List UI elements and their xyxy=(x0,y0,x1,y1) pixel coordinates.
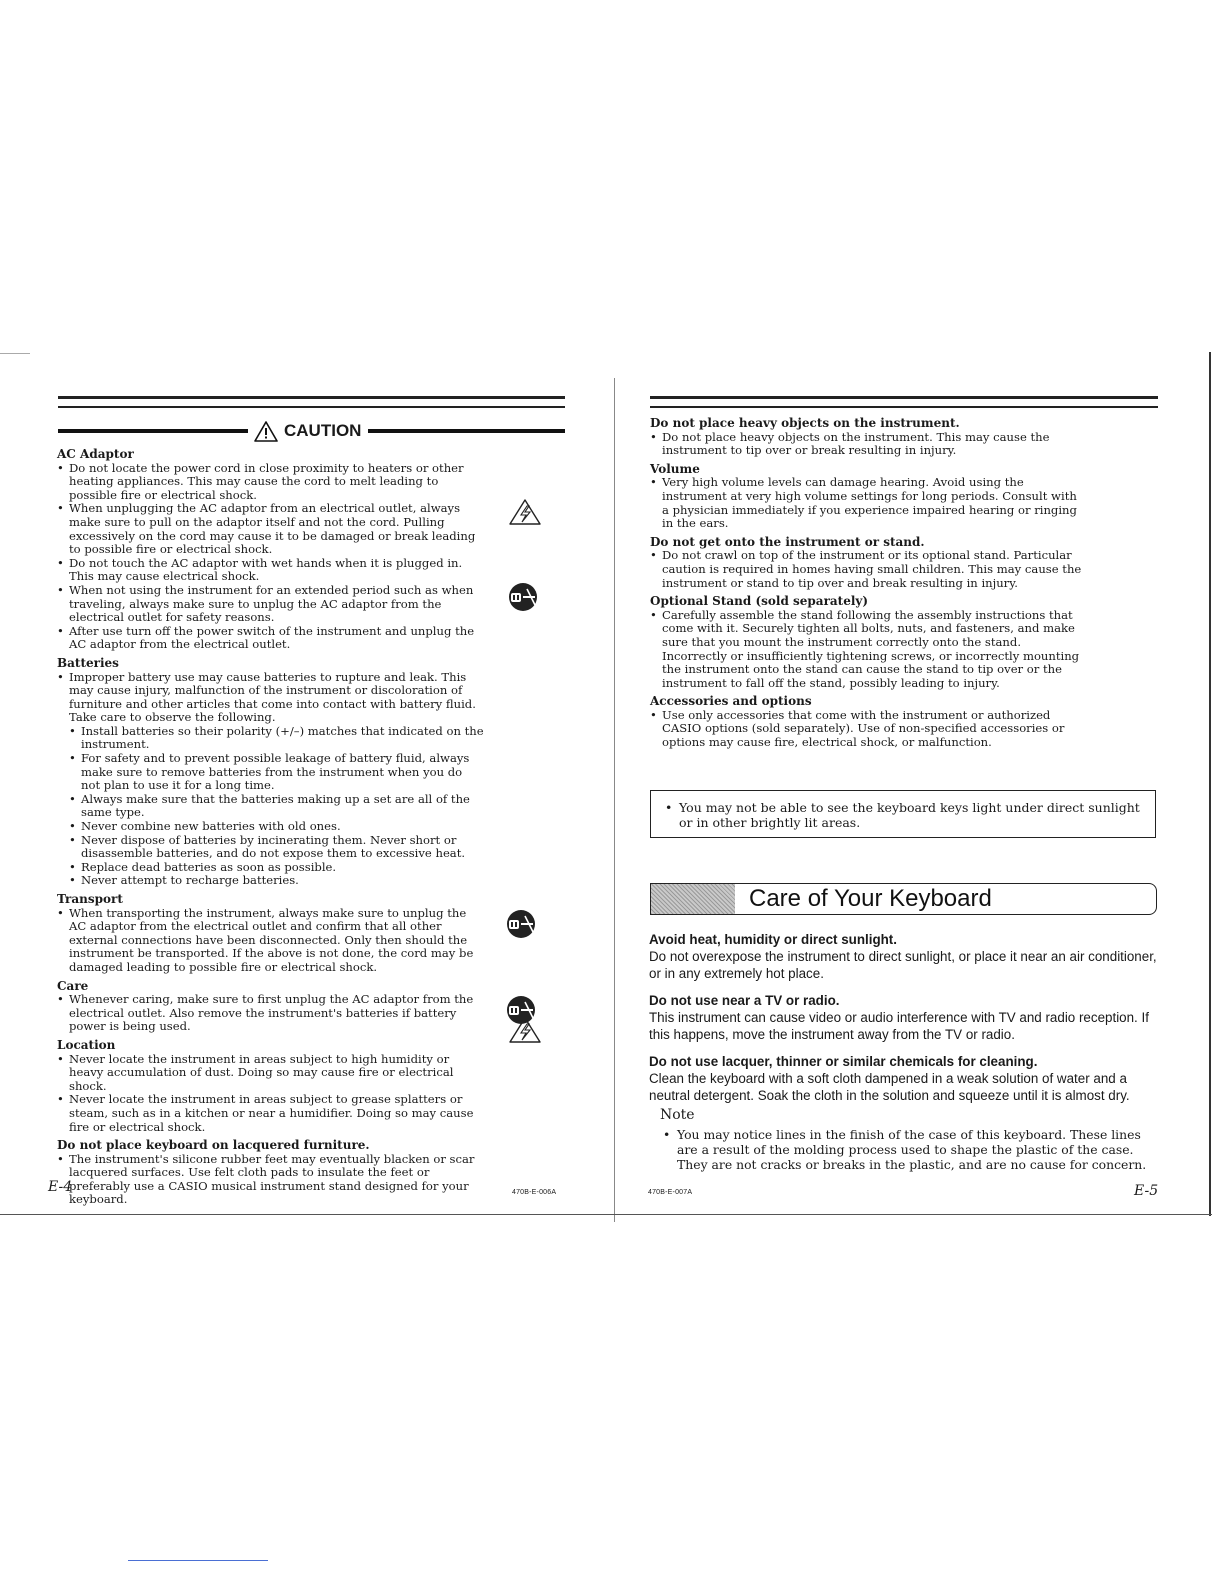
list-item-text: After use turn off the power switch of the instrument and unplug the AC adaptor from the electrical outlet. xyxy=(69,623,475,652)
section-title: Do not place keyboard on lacquered furniture. xyxy=(57,1138,370,1153)
sub-list-item: • Never dispose of batteries by incinerating them. Never short or disassemble batteries, and do not expose them to excessive heat. xyxy=(69,834,484,861)
care-heading: Do not use near a TV or radio. xyxy=(649,993,840,1008)
scan-mark xyxy=(0,353,30,354)
caution-label: CAUTION xyxy=(284,421,362,440)
sub-list-item: • Never combine new batteries with old ones. xyxy=(69,820,484,834)
list-item xyxy=(57,625,484,652)
sub-list-item: • Always make sure that the batteries making up a set are all of the same type. xyxy=(69,793,484,820)
list-item xyxy=(57,1153,484,1207)
sub-list xyxy=(69,725,484,888)
section-title: AC Adaptor xyxy=(57,447,134,461)
section-list xyxy=(57,993,484,1034)
list-item-text: Do not crawl on top of the instrument or its optional stand. Particular caution is required in homes having small children. This may cause the instrument or stand to tip over and break resulting in injury. xyxy=(662,548,1082,590)
section-title: Optional Stand (sold separately) xyxy=(650,594,869,609)
page-number-left: E-4 xyxy=(48,1179,73,1195)
care-heading: Avoid heat, humidity or direct sunlight. xyxy=(649,932,897,947)
care-title: Care of Your Keyboard xyxy=(749,885,992,912)
list-item-text: Carefully assemble the stand following the assembly instructions that come with it. Securely tighten all bolts, nuts, and fasteners, and make sure that you mount the instrument correctly onto the stand. Incorrectly or insufficiently tightening screws, or incorrectly mounting the instrument onto the stand can cause the stand to tip over or the instrument to fall off the stand, possibly leading to injury. xyxy=(662,607,1080,690)
list-item xyxy=(57,584,484,625)
section-list xyxy=(650,709,1082,750)
list-item xyxy=(57,671,484,889)
page-number-right: E-5 xyxy=(1134,1183,1159,1199)
list-item xyxy=(650,431,1082,458)
banner-shade xyxy=(651,884,735,914)
list-item xyxy=(650,709,1082,750)
bottom-edge-right xyxy=(612,1214,1212,1215)
unplug-plug-icon xyxy=(505,908,537,940)
section-title: Accessories and options xyxy=(650,694,812,709)
sub-list-item: • For safety and to prevent possible leakage of battery fluid, always make sure to remove batteries from the instrument when you do not plan to use it for a long time. xyxy=(69,752,484,793)
list-item-text: Whenever caring, make sure to first unplug the AC adaptor from the electrical outlet. Also remove the instrument's batteries if battery power is being used. xyxy=(69,992,474,1034)
list-item-text: When unplugging the AC adaptor from an electrical outlet, always make sure to pull on the adaptor itself and not the cord. Pulling excessively on the cord may cause it to be damaged or break leading to possible fire or electrical shock. xyxy=(69,501,476,557)
list-item-text: Never locate the instrument in areas subject to high humidity or heavy accumulation of dust. Doing so may cause fire or electrical shock. xyxy=(69,1051,454,1093)
list-item-text: Use only accessories that come with the instrument or authorized CASIO options (sold separately). Use of non-specified accessories or options may cause fire, electrical shock, or malfunction. xyxy=(662,707,1065,750)
list-item-text: Improper battery use may cause batteries to rupture and leak. This may cause injury, malfunction of the instrument or discoloration of furniture and other articles that come into contact with battery fluid. Take care to observe the following. xyxy=(69,669,476,725)
list-item-text: When transporting the instrument, always make sure to unplug the AC adaptor from the electrical outlet and confirm that all other external connections have been disconnected. Only then should the instrument be transported. If the above is not done, the cord may be damaged leading to possible fire or electrical shock. xyxy=(69,905,474,974)
list-item-text: Do not locate the power cord in close proximity to heaters or other heating appliances. This may cause the cord to melt leading to possible fire or electrical shock. xyxy=(69,460,464,502)
section-title: Do not place heavy objects on the instrument. xyxy=(650,416,960,430)
unplug-plug-icon xyxy=(507,581,539,613)
note-title: Note xyxy=(660,1107,695,1123)
list-item-text: The instrument's silicone rubber feet may eventually blacken or scar lacquered surfaces. Use felt cloth pads to insulate the feet or preferably use a CASIO musical instrument stand designed for your keyboard. xyxy=(69,1151,475,1207)
note-text: • You may notice lines in the finish of the case of this keyboard. These lines are a result of the molding process used to shape the plastic of the case. They are not cracks or breaks in the plastic, and are no cause for concern. xyxy=(663,1127,1160,1172)
caution-heading xyxy=(58,418,565,444)
list-item-text: Very high volume levels can damage hearing. Avoid using the instrument at very high volume settings for long periods. Consult with a physician immediately if you experience impaired hearing or ringing in the ears. xyxy=(662,475,1077,531)
list-item xyxy=(650,609,1082,691)
caution-bar-right xyxy=(368,429,565,433)
caution-title xyxy=(254,418,374,444)
list-item-text: Do not place heavy objects on the instrument. This may cause the instrument to tip over or break resulting in injury. xyxy=(662,429,1050,458)
doc-code-right: 470B-E-007A xyxy=(648,1189,693,1196)
bullet: • xyxy=(665,800,673,815)
list-item-text: Never locate the instrument in areas subject to grease splatters or steam, such as in a kitchen or near a humidifier. Doing so may cause fire or electrical shock. xyxy=(69,1092,474,1134)
care-body: Clean the keyboard with a soft cloth dampened in a weak solution of water and a neutral detergent. Soak the cloth in the solution and squeeze until it is almost dry. xyxy=(649,1071,1130,1103)
top-double-rule-left xyxy=(58,396,565,408)
left-column-text xyxy=(57,448,484,1207)
section-title: Volume xyxy=(650,461,700,476)
list-item xyxy=(57,1053,484,1094)
list-item xyxy=(57,907,484,975)
notice-text: You may not be able to see the keyboard keys light under direct sunlight or in other brightly lit areas. xyxy=(679,800,1140,830)
scan-mark-blue xyxy=(128,1560,268,1561)
list-item xyxy=(650,549,1082,590)
sub-list-item: • Install batteries so their polarity (+/–) matches that indicated on the instrument. xyxy=(69,725,484,752)
section-title: Location xyxy=(57,1037,116,1052)
sunlight-notice-box xyxy=(650,790,1156,838)
right-column-text xyxy=(650,417,1082,750)
section-list xyxy=(57,907,484,975)
note-block xyxy=(660,1107,1160,1172)
care-sections xyxy=(649,932,1161,1104)
section-list xyxy=(650,609,1082,691)
list-item-text: When not using the instrument for an extended period such as when traveling, always make sure to unplug the AC adaptor from the electrical outlet for safety reasons. xyxy=(69,582,474,625)
section-title: Batteries xyxy=(57,655,119,670)
list-item xyxy=(57,502,484,556)
electric-shock-warning-icon xyxy=(508,498,542,526)
section-title: Care xyxy=(57,978,89,993)
section-list xyxy=(650,549,1082,590)
list-item xyxy=(57,557,484,584)
section-list xyxy=(650,476,1082,530)
list-item xyxy=(57,993,484,1034)
top-double-rule-right xyxy=(650,396,1158,408)
bottom-edge-left xyxy=(0,1214,612,1215)
section-title: Do not get onto the instrument or stand. xyxy=(650,534,925,549)
section-list xyxy=(57,671,484,889)
sub-list-item: • Never attempt to recharge batteries. xyxy=(69,874,484,888)
caution-bar-left xyxy=(58,429,248,433)
list-item xyxy=(650,476,1082,530)
electric-shock-warning-icon xyxy=(508,1016,542,1044)
list-item-text: Do not touch the AC adaptor with wet hands when it is plugged in. This may cause electrical shock. xyxy=(69,555,463,584)
care-heading-banner xyxy=(650,883,1157,915)
list-item xyxy=(57,462,484,503)
list-item xyxy=(57,1093,484,1134)
doc-code-left: 470B-E-006A xyxy=(512,1189,557,1196)
warning-triangle-icon xyxy=(254,421,278,442)
section-list xyxy=(57,1053,484,1135)
care-body: Do not overexpose the instrument to direct sunlight, or place it near an air conditioner, or in any extremely hot place. xyxy=(649,949,1157,981)
sub-list-item: • Replace dead batteries as soon as possible. xyxy=(69,861,484,875)
page-spine xyxy=(614,378,615,1222)
section-list xyxy=(57,462,484,652)
page-edge xyxy=(1209,352,1211,1216)
section-title: Transport xyxy=(57,892,123,906)
care-body: This instrument can cause video or audio interference with TV and radio reception. If this happens, move the instrument away from the TV or radio. xyxy=(649,1010,1149,1042)
section-list xyxy=(650,431,1082,458)
care-heading: Do not use lacquer, thinner or similar chemicals for cleaning. xyxy=(649,1054,1038,1069)
section-list xyxy=(57,1153,484,1207)
